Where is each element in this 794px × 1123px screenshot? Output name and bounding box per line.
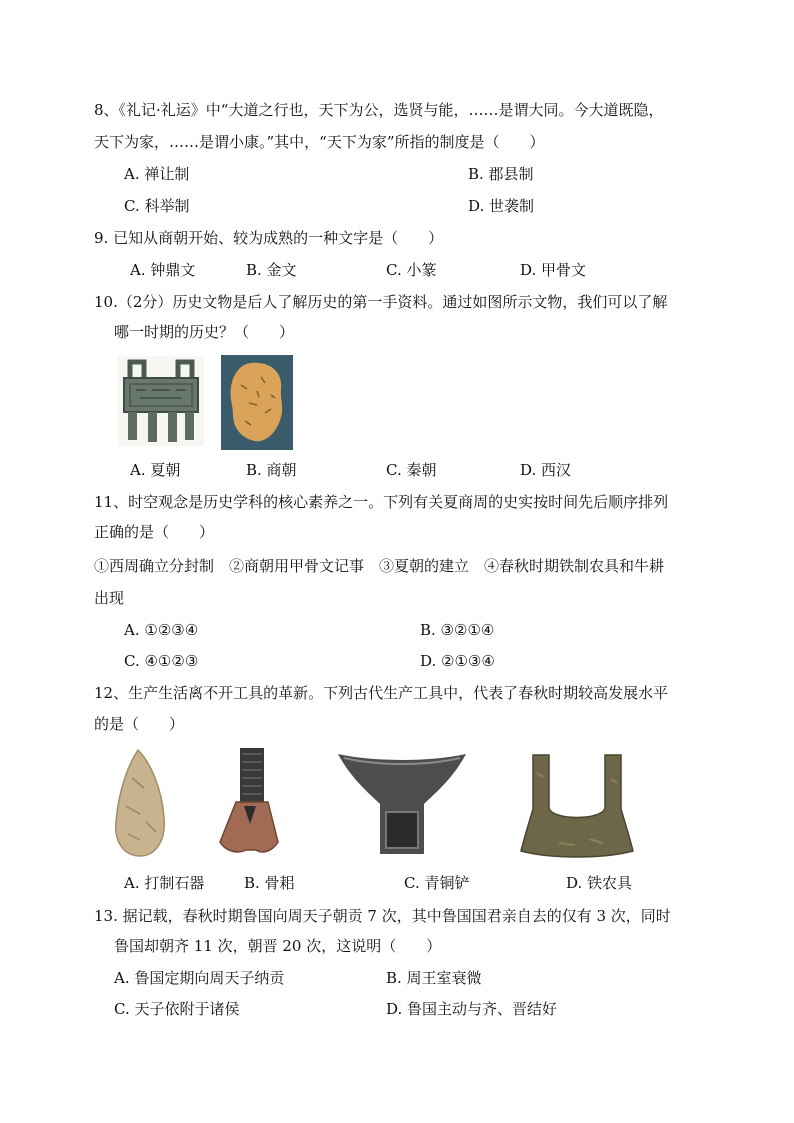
q12-option-d: D. 铁农具 [566, 874, 633, 892]
q10-option-d: D. 西汉 [520, 461, 572, 479]
q12-option-a: A. 打制石器 [124, 874, 205, 892]
q9-option-c: C. 小篆 [386, 261, 437, 279]
iron-farming-tool-image [519, 753, 635, 861]
q8-stem-line1: 8、《礼记·礼运》中“大道之行也，天下为公，选贤与能，……是谓大同。今大道既隐， [94, 101, 664, 119]
q11-events-line1: ①西周确立分封制 ②商朝用甲骨文记事 ③夏朝的建立 ④春秋时期铁制农具和牛耕 [94, 557, 665, 575]
q12-option-c: C. 青铜铲 [404, 874, 470, 892]
q11-stem-line2: 正确的是（ ） [94, 523, 215, 541]
bone-spade-image [216, 746, 282, 858]
q8-option-a: A. 禅让制 [124, 165, 190, 183]
q8-option-b: B. 郡县制 [468, 165, 534, 183]
q13-stem-line1: 13. 据记载，春秋时期鲁国向周天子朝贡 7 次，其中鲁国国君亲自去的仅有 3 次，同时 [94, 907, 671, 925]
q10-option-c: C. 秦朝 [386, 461, 437, 479]
q11-events-line2: 出现 [94, 589, 125, 607]
q9-option-b: B. 金文 [246, 261, 297, 279]
bronze-shovel-image [334, 750, 470, 858]
bronze-ding-image [118, 356, 204, 446]
q11-option-b: B. ③②①④ [420, 621, 495, 639]
q11-option-c: C. ④①②③ [124, 652, 199, 670]
q12-stem-line1: 12、生产生活离不开工具的革新。下列古代生产工具中，代表了春秋时期较高发展水平 [94, 684, 669, 702]
q11-stem-line1: 11、时空观念是历史学科的核心素养之一。下列有关夏商周的史实按时间先后顺序排列 [94, 493, 669, 511]
q13-option-c: C. 天子依附于诸侯 [114, 1000, 240, 1018]
chipped-stone-tool-image [110, 748, 168, 860]
q8-stem-line2: 天下为家，……是谓小康。”其中，“天下为家”所指的制度是（ ） [94, 133, 545, 151]
q8-option-c: C. 科举制 [124, 197, 190, 215]
q9-option-d: D. 甲骨文 [520, 261, 587, 279]
q13-option-b: B. 周王室衰微 [386, 969, 482, 987]
q12-option-b: B. 骨耜 [244, 874, 295, 892]
q13-option-a: A. 鲁国定期向周天子纳贡 [114, 969, 285, 987]
q10-stem-line2: 哪一时期的历史？（ ） [114, 323, 295, 341]
q13-option-d: D. 鲁国主动与齐、晋结好 [386, 1000, 558, 1018]
q8-option-d: D. 世袭制 [468, 197, 535, 215]
oracle-bone-image [221, 355, 293, 450]
q10-option-a: A. 夏朝 [130, 461, 181, 479]
q9-stem: 9. 已知从商朝开始、较为成熟的一种文字是（ ） [94, 229, 444, 247]
q11-option-a: A. ①②③④ [124, 621, 199, 639]
q13-stem-line2: 鲁国却朝齐 11 次，朝晋 20 次，这说明（ ） [114, 937, 442, 955]
q9-option-a: A. 钟鼎文 [130, 261, 196, 279]
q10-stem-line1: 10.（2分）历史文物是后人了解历史的第一手资料。通过如图所示文物，我们可以了解 [94, 293, 668, 311]
q10-option-b: B. 商朝 [246, 461, 297, 479]
q11-option-d: D. ②①③④ [420, 652, 495, 670]
q12-stem-line2: 的是（ ） [94, 715, 185, 733]
